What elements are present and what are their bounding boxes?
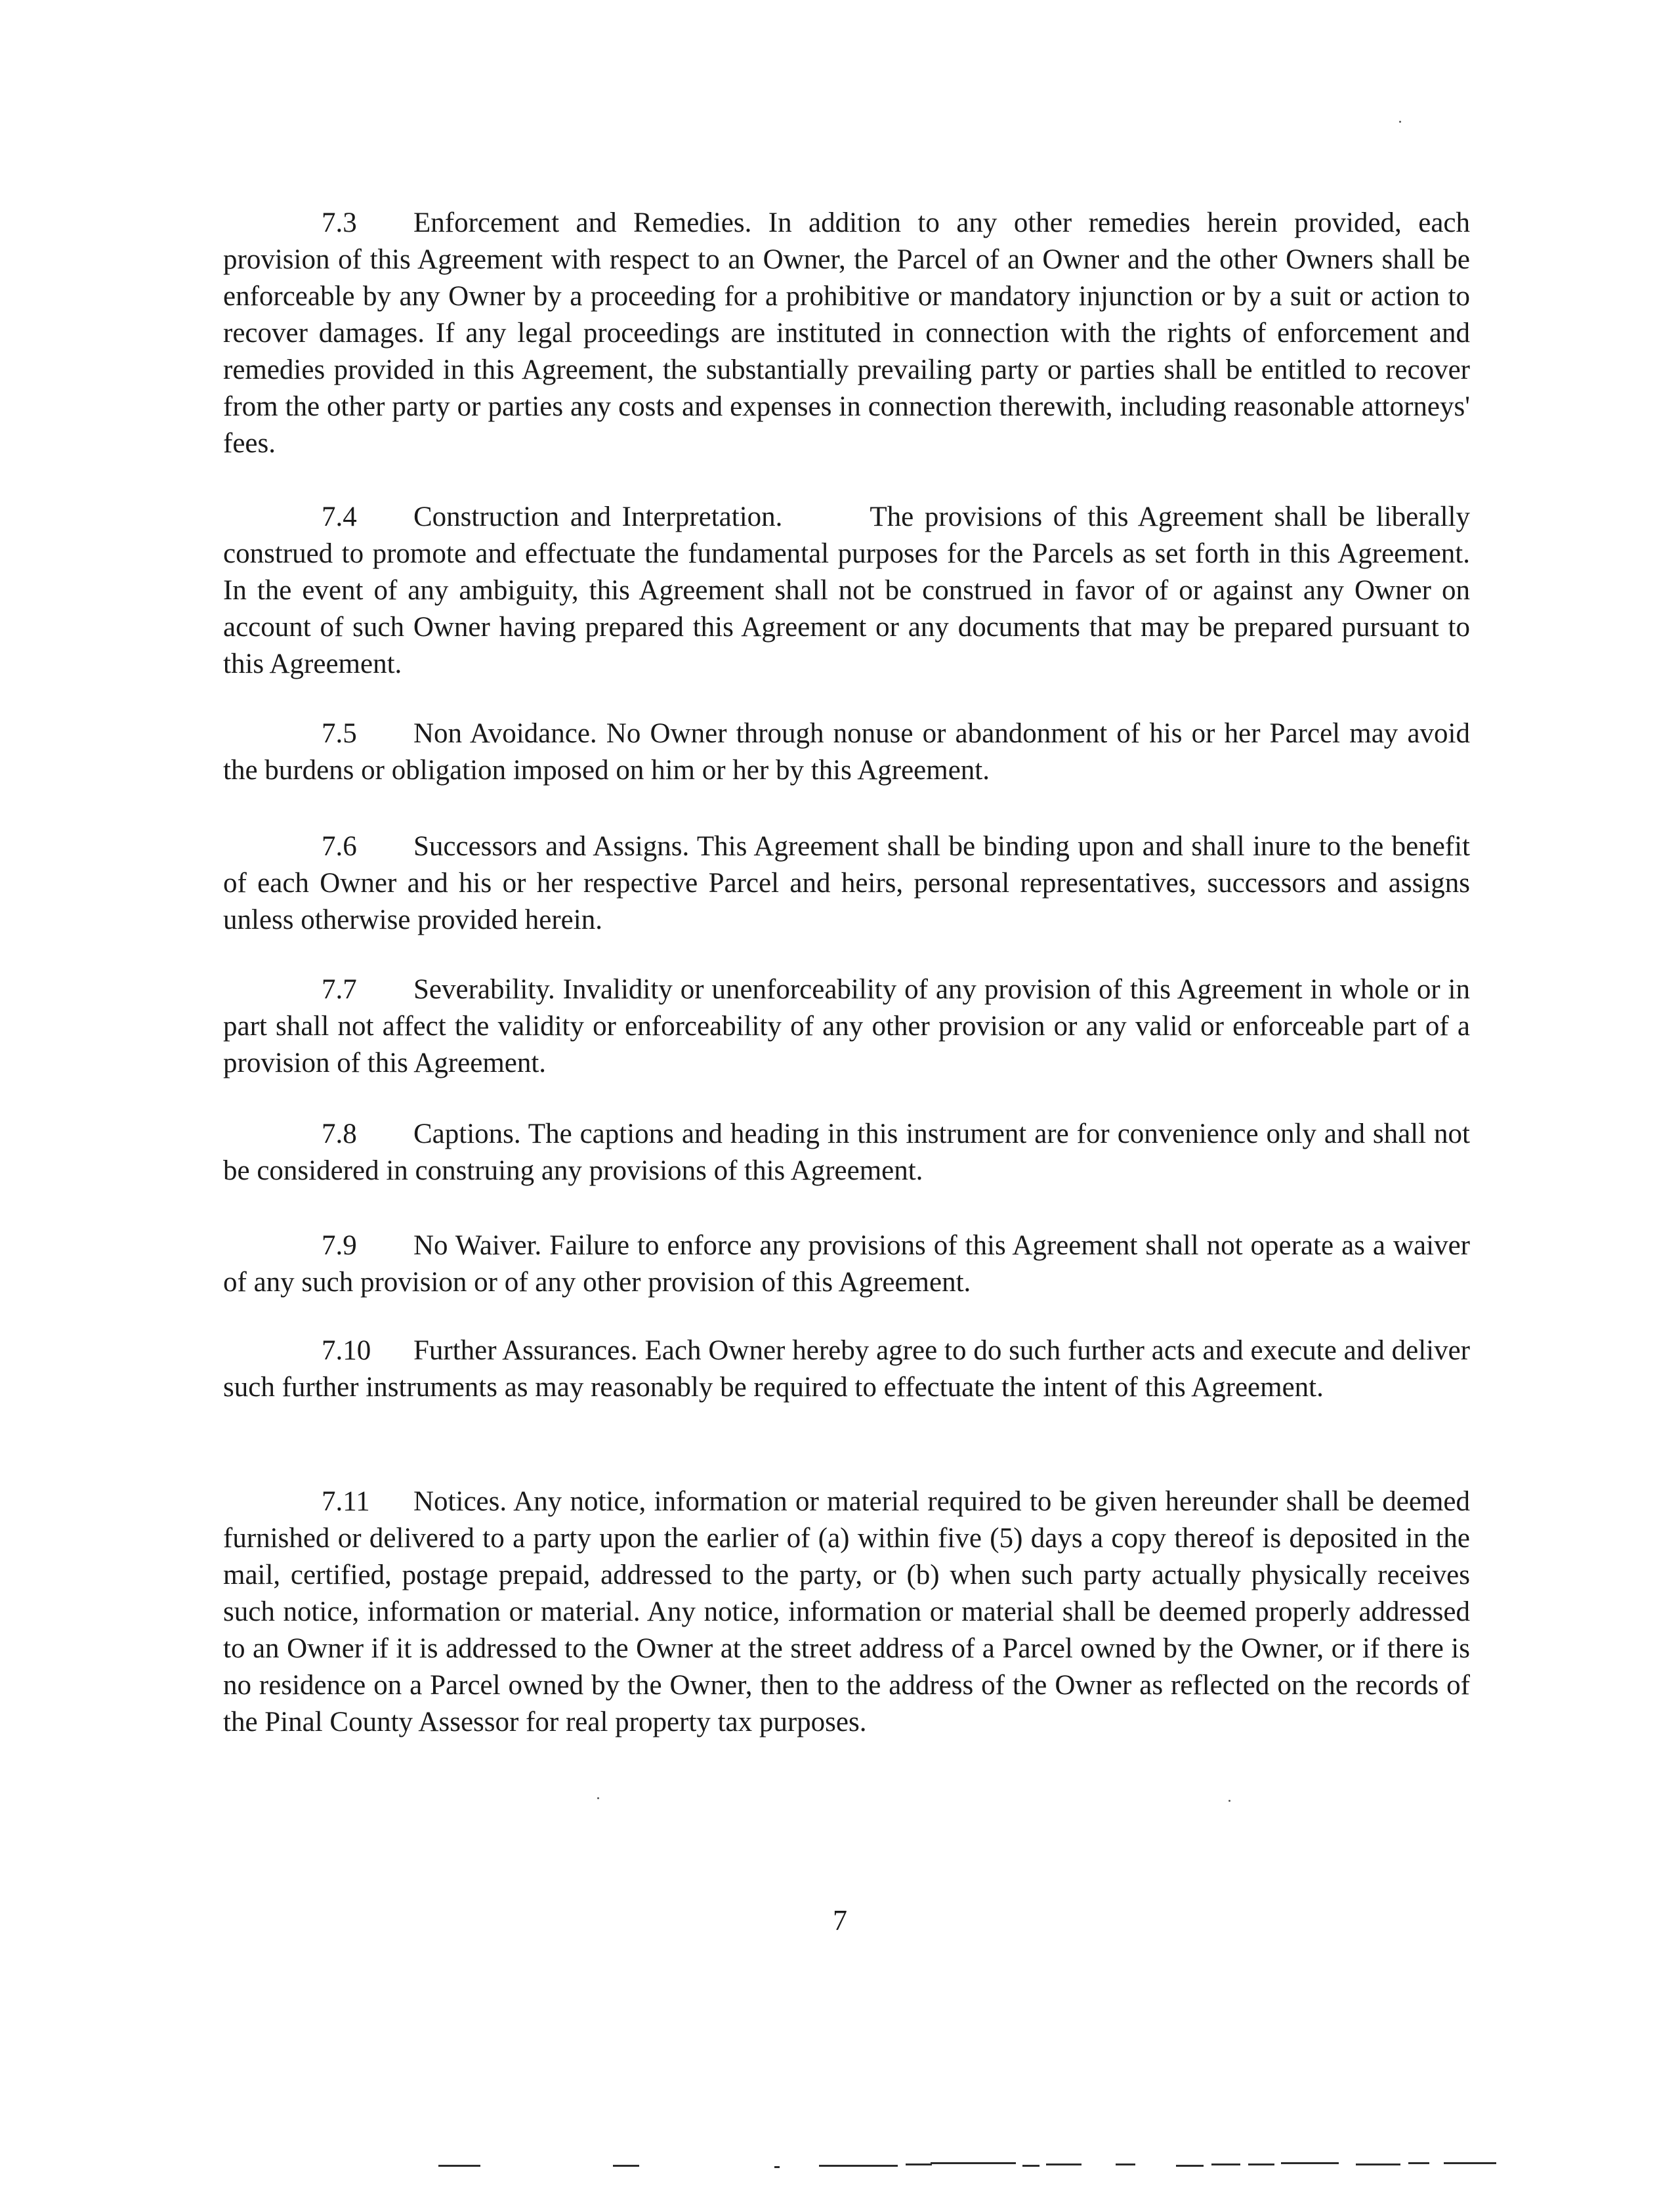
section-text: Enforcement and Remedies. In addition to any other remedies herein provided, each provision of this Agreement with respect to an Owner, the Parcel of an Owner and the other Owners shall be enforceable by any Owner by a proceeding for a prohibitive or mandatory injunction or by a suit or action to recover damages. If any legal proceedings are instituted in connection with the rights of enforcement and remedies provided in this Agreement, the substantially prevailing party or parties shall be entitled to recover from the other party or parties any costs and expenses in connection therewith, including reasonable attorneys' fees. xyxy=(223,207,1470,459)
section-text: Successors and Assigns. This Agreement shall be binding upon and shall inure to the benefit of each Owner and his or her respective Parcel and heirs, personal representatives, successors and assigns unless otherwise provided herein. xyxy=(223,831,1470,935)
section-number: 7.10 xyxy=(322,1335,371,1366)
section-text: Further Assurances. Each Owner hereby agree to do such further acts and execute and deliver such further instruments as may reasonably be required to effectuate the intent of this Agreement. xyxy=(223,1335,1470,1403)
section-number: 7.6 xyxy=(322,831,357,862)
section-text: No Waiver. Failure to enforce any provisions of this Agreement shall not operate as a waiver of any such provision or of any other provision of this Agreement. xyxy=(223,1230,1470,1298)
section-text: Severability. Invalidity or unenforceability of any provision of this Agreement in whole or in part shall not affect the validity or enforceability of any other provision or any valid or enforceable part of a provision of this Agreement. xyxy=(223,974,1470,1078)
section-number: 7.4 xyxy=(322,501,357,532)
section-number: 7.11 xyxy=(322,1486,370,1517)
section-number: 7.3 xyxy=(322,207,357,238)
section-7-11 xyxy=(223,1483,1470,1741)
section-text: Captions. The captions and heading in this instrument are for convenience only and shall not be considered in construing any provisions of this Agreement. xyxy=(223,1119,1470,1186)
section-7-4 xyxy=(223,499,1477,683)
section-number: 7.7 xyxy=(322,974,357,1005)
section-7-9 xyxy=(223,1227,1470,1301)
section-text: Non Avoidance. No Owner through nonuse or abandonment of his or her Parcel may avoid the burdens or obligation imposed on him or her by this Agreement. xyxy=(223,718,1470,786)
scan-speck xyxy=(1228,1800,1230,1802)
section-7-7 xyxy=(223,971,1470,1082)
section-7-3 xyxy=(223,205,1470,462)
section-number: 7.9 xyxy=(322,1230,357,1261)
section-7-5 xyxy=(223,715,1470,789)
section-number: 7.5 xyxy=(322,718,357,749)
section-7-8 xyxy=(223,1116,1470,1189)
section-7-10 xyxy=(223,1332,1470,1406)
scan-speck xyxy=(1399,121,1401,123)
page-number: 7 xyxy=(833,1904,847,1936)
section-7-6 xyxy=(223,828,1470,939)
section-number: 7.8 xyxy=(322,1119,357,1149)
section-text: Notices. Any notice, information or material required to be given hereunder shall be deemed furnished or delivered to a party upon the earlier of (a) within five (5) days a copy thereof is deposited in the mail, certified, postage prepaid, addressed to the party, or (b) when such party actually physically receives such notice, information or material. Any notice, information or material shall be deemed properly addressed to an Owner if it is addressed to the Owner at the street address of a Parcel owned by the Owner, or if there is no residence on a Parcel owned by the Owner, then to the address of the Owner as reflected on the records of the Pinal County Assessor for real property tax purposes. xyxy=(223,1486,1470,1737)
scan-speck xyxy=(597,1797,599,1799)
section-text: Construction and Interpretation. The provisions of this Agreement shall be liberally construed to promote and effectuate the fundamental purposes for the Parcels as set forth in this Agreement. In the event of any ambiguity, this Agreement shall not be construed in favor of or against any Owner on account of such Owner having prepared this Agreement or any documents that may be prepared pursuant to this Agreement. xyxy=(223,501,1477,679)
